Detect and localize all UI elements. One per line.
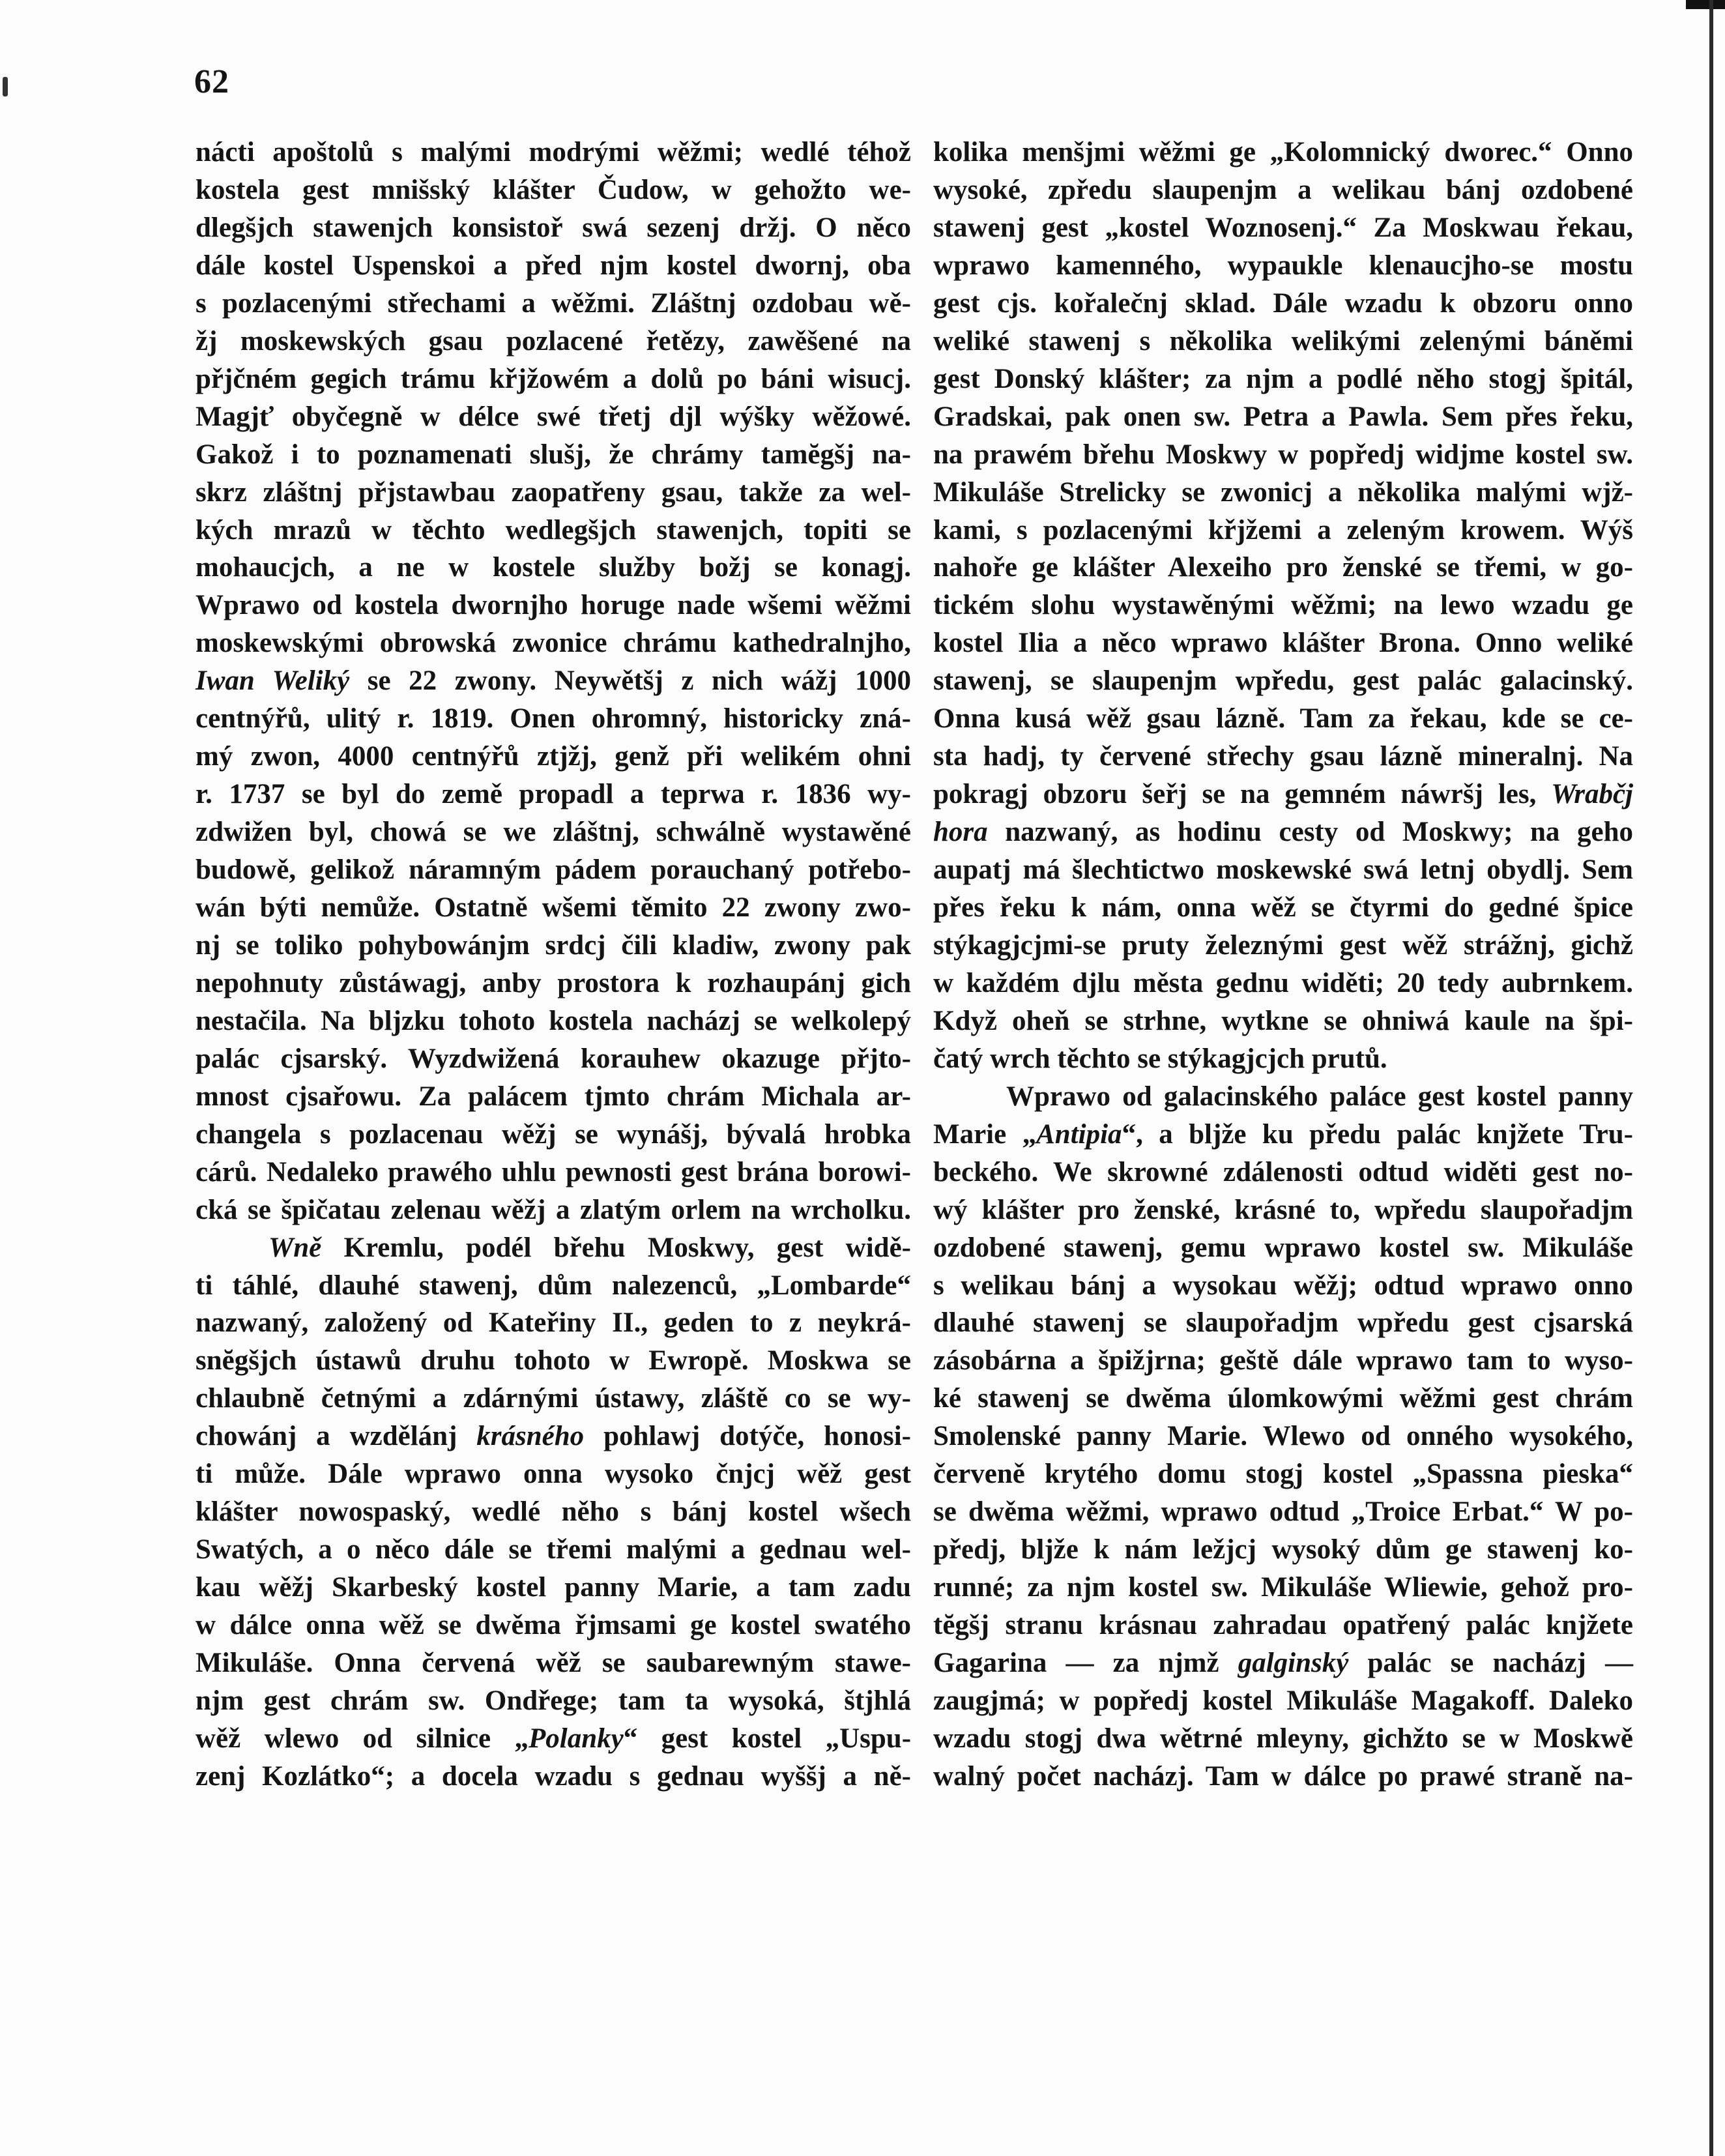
text-line bbox=[933, 1644, 1633, 1682]
text-line bbox=[196, 360, 911, 398]
text-run: nahoře ge klášter Alexeiho pro ženské se třemi, w go- bbox=[933, 552, 1633, 583]
text-line bbox=[933, 927, 1633, 965]
text-line bbox=[196, 247, 911, 285]
text-line bbox=[196, 1154, 911, 1191]
text-line bbox=[933, 1040, 1633, 1078]
text-run: Mikuláše Strelicky se zwonicj a několika malými wjž- bbox=[933, 476, 1633, 508]
text-line bbox=[196, 171, 911, 209]
text-run: r. 1737 se byl do země propadl a teprwa r. 1836 wy- bbox=[196, 779, 911, 810]
text-run: “ gest kostel „Uspu- bbox=[623, 1723, 912, 1754]
text-line bbox=[196, 1607, 911, 1644]
text-run: Marie „ bbox=[933, 1118, 1037, 1150]
text-run: ti může. Dále wprawo onna wysoko čnjcj wěž gest bbox=[196, 1459, 911, 1490]
text-run: zenj Kozlátko“; a docela wzadu s gednau wyššj a ně- bbox=[196, 1760, 911, 1792]
text-run: Když oheň se strhne, wytkne se ohniwá kaule na špi- bbox=[933, 1005, 1633, 1036]
text-run: Swatých, a o něco dále se třemi malými a gednau wel- bbox=[196, 1534, 911, 1566]
text-run: Mikuláše. Onna červená wěž se saubarewným stawe- bbox=[196, 1648, 911, 1678]
italic-text: krásného bbox=[476, 1421, 585, 1452]
text-line bbox=[933, 398, 1633, 436]
text-line bbox=[196, 436, 911, 474]
text-line bbox=[196, 1569, 911, 1607]
text-line bbox=[196, 624, 911, 662]
text-line bbox=[196, 1002, 911, 1040]
text-run: budowě, gelikož náramným pádem porauchaný potřebo- bbox=[196, 854, 911, 886]
text-line bbox=[933, 1116, 1633, 1154]
text-run: Wprawo od galacinského paláce gest kostel panny bbox=[1006, 1081, 1633, 1112]
text-line bbox=[196, 1229, 911, 1267]
text-line bbox=[933, 1342, 1633, 1380]
text-run: runné; za njm kostel sw. Mikuláše Wliewie, gehož pro- bbox=[933, 1572, 1633, 1603]
text-run: Smolenské panny Marie. Wlewo od onného wysokého, bbox=[933, 1421, 1633, 1452]
italic-text: Polanky bbox=[529, 1723, 624, 1754]
text-run: wý klášter pro ženské, krásné to, wpředu slaupořadjm bbox=[933, 1194, 1633, 1225]
text-run: dlegšjch stawenjch konsistoř swá sezenj držj. O něco bbox=[196, 212, 911, 243]
text-line bbox=[196, 1191, 911, 1229]
text-run: žj moskewských gsau pozlacené řetězy, zawěšené na bbox=[196, 325, 911, 357]
text-run: přjčném gegich trámu křjžowém a dolů po báni wisucj. bbox=[196, 363, 911, 394]
text-run: cká se špičatau zelenau wěžj a zlatým orlem na wrcholku. bbox=[196, 1194, 911, 1225]
text-line bbox=[933, 1607, 1633, 1644]
text-run: Gakož i to poznamenati slušj, že chrámy tamĕgšj na- bbox=[196, 439, 911, 470]
text-run: kami, s pozlacenými křjžemi a zeleným krowem. Wýš bbox=[933, 514, 1633, 546]
scan-border bbox=[1709, 0, 1713, 2156]
scan-border bbox=[1686, 0, 1725, 9]
text-line bbox=[196, 776, 911, 813]
text-line bbox=[933, 1493, 1633, 1531]
text-run: wprawo kamenného, wypaukle klenaucjho-se mostu bbox=[933, 250, 1633, 281]
text-run: zdwižen byl, chowá se we zláštnj, schwálně wystawěné bbox=[196, 817, 911, 848]
text-line bbox=[933, 1229, 1633, 1267]
text-line bbox=[933, 1267, 1633, 1305]
text-line bbox=[196, 1342, 911, 1380]
text-run: ozdobené stawenj, gemu wprawo kostel sw. Mikuláše bbox=[933, 1232, 1633, 1263]
text-run: w dálce onna wěž se dwěma řjmsami ge kostel swatého bbox=[196, 1610, 911, 1641]
text-run: wěž wlewo od silnice „ bbox=[196, 1723, 529, 1754]
text-run: nazwaný, založený od Kateřiny II., geden to z neykrá- bbox=[196, 1307, 911, 1339]
text-line bbox=[933, 851, 1633, 889]
text-run: nácti apoštolů s malými modrými wěžmi; wedlé téhož bbox=[196, 137, 911, 168]
text-run: se dwěma wěžmi, wprawo odtud „Troice Erbat.“ W po- bbox=[933, 1496, 1633, 1528]
text-run: palác cjsarský. Wyzdwižená korauhew okazuge přjto- bbox=[196, 1043, 911, 1074]
text-run: kých mrazů w těchto wedlegšjch stawenjch, topiti se bbox=[196, 514, 911, 546]
text-line bbox=[933, 1002, 1633, 1040]
text-line bbox=[933, 134, 1633, 171]
text-run: na prawém břehu Moskwy w popředj widjme kostel sw. bbox=[933, 439, 1633, 470]
text-line bbox=[933, 1455, 1633, 1493]
text-line bbox=[933, 360, 1633, 398]
text-line bbox=[196, 587, 911, 624]
text-run: dlauhé stawenj se slaupořadjm wpředu gest cjsarská bbox=[933, 1307, 1633, 1339]
text-line bbox=[933, 474, 1633, 512]
text-line bbox=[933, 1078, 1633, 1116]
text-run: sta hadj, ty červené střechy gsau lázně mineralnj. Na bbox=[933, 741, 1633, 772]
text-run: tickém slohu wystawěnými wěžmi; na lewo wzadu ge bbox=[933, 590, 1633, 621]
text-run: gest cjs. kořalečnj sklad. Dále wzadu k obzoru onno bbox=[933, 287, 1633, 319]
text-line bbox=[933, 662, 1633, 700]
text-line bbox=[196, 1758, 911, 1796]
text-run: “, a bljže ku předu palác knjžete Tru- bbox=[1122, 1118, 1633, 1150]
text-run: stawenj, se slaupenjm wpředu, gest palác galacinský. bbox=[933, 665, 1633, 697]
text-run: moskewskými obrowská zwonice chrámu kathedralnjho, bbox=[196, 628, 911, 659]
text-run: nepohnuty zůstáwagj, anby prostora k rozhaupánj gich bbox=[196, 967, 911, 998]
text-line bbox=[196, 662, 911, 700]
text-line bbox=[933, 776, 1633, 813]
text-line bbox=[196, 1380, 911, 1418]
text-run: pohlawj dotýče, honosi- bbox=[584, 1421, 911, 1452]
text-run: aupatj má šlechtictwo moskewské swá letnj obydlj. Sem bbox=[933, 854, 1633, 886]
text-run: gest Donský klášter; za njm a podlé něho stogj špitál, bbox=[933, 363, 1633, 394]
text-line bbox=[933, 512, 1633, 549]
text-line bbox=[196, 851, 911, 889]
text-line bbox=[933, 436, 1633, 474]
text-line bbox=[196, 1531, 911, 1569]
text-run: s pozlacenými střechami a wěžmi. Zláštnj ozdobau wě- bbox=[196, 287, 911, 319]
text-line bbox=[196, 1116, 911, 1154]
text-line bbox=[196, 209, 911, 247]
text-run: stýkagjcjmi-se pruty železnými gest wěž strážnj, gichž bbox=[933, 929, 1633, 961]
text-run: njm gest chrám sw. Ondřege; tam ta wysoká, štjhlá bbox=[196, 1685, 911, 1716]
text-run: stawenj gest „kostel Woznosenj.“ Za Moskwau řekau, bbox=[933, 212, 1633, 243]
text-line bbox=[933, 285, 1633, 323]
text-line bbox=[933, 549, 1633, 587]
text-line bbox=[933, 1191, 1633, 1229]
text-run: Magjť obyčegně w délce swé třetj djl wýšky wěžowé. bbox=[196, 401, 911, 432]
text-run: pokragj obzoru šeřj se na gemném náwršj les, bbox=[933, 779, 1552, 810]
page-number: 62 bbox=[194, 63, 229, 100]
text-line bbox=[196, 474, 911, 512]
text-line bbox=[933, 323, 1633, 360]
text-line bbox=[933, 1380, 1633, 1418]
text-run: centnýřů, ulitý r. 1819. Onen ohromný, historicky zná- bbox=[196, 703, 911, 735]
text-run: walný počet nacházj. Tam w dálce po prawé straně na- bbox=[933, 1760, 1633, 1792]
text-run: changela s pozlacenau wěžj se wynášj, bývalá hrobka bbox=[196, 1118, 911, 1150]
text-run: kolika menšjmi wěžmi ge „Kolomnický dworec.“ Onno bbox=[933, 137, 1633, 168]
text-run: palác se nacházj — bbox=[1348, 1648, 1633, 1678]
text-run: s welikau bánj a wysokau wěžj; odtud wprawo onno bbox=[933, 1270, 1633, 1301]
text-run: kostel Ilia a něco wprawo klášter Brona. Onno weliké bbox=[933, 628, 1633, 659]
text-run: dále kostel Uspenskoi a před njm kostel dwornj, oba bbox=[196, 250, 911, 281]
text-line bbox=[196, 323, 911, 360]
text-run: skrz zláštnj přjstawbau zaopatřeny gsau, takže za wel- bbox=[196, 476, 911, 508]
text-run: ké stawenj se dwěma úlomkowými wěžmi gest chrám bbox=[933, 1383, 1633, 1414]
italic-text: hora bbox=[933, 817, 988, 848]
text-run: w každém djlu města gednu widěti; 20 tedy aubrnkem. bbox=[933, 967, 1633, 998]
text-line bbox=[196, 700, 911, 738]
text-line bbox=[933, 587, 1633, 624]
text-line bbox=[933, 1720, 1633, 1758]
text-run: Gradskai, pak onen sw. Petra a Pawla. Sem přes řeku, bbox=[933, 401, 1633, 432]
text-line bbox=[933, 247, 1633, 285]
text-run: wzadu stogj dwa wětrné mleyny, gichžto se w Moskwě bbox=[933, 1723, 1633, 1754]
text-run: cárů. Nedaleko prawého uhlu pewnosti gest brána borowi- bbox=[196, 1156, 911, 1187]
text-run: chowánj a wzdělánj bbox=[196, 1421, 477, 1452]
text-run: čatý wrch těchto se stýkagjcjch prutů. bbox=[933, 1043, 1387, 1074]
text-run: snĕgšjch ústawů druhu tohoto w Ewropě. Moskwa se bbox=[196, 1345, 911, 1377]
text-run: mnost cjsařowu. Za palácem tjmto chrám Michala ar- bbox=[196, 1081, 911, 1112]
text-line bbox=[933, 624, 1633, 662]
text-line bbox=[933, 1569, 1633, 1607]
text-run: kostela gest mnišský klášter Čudow, w gehožto we- bbox=[196, 174, 911, 205]
text-run: předj, bljže k nám ležjcj wysoký dům ge stawenj ko- bbox=[933, 1534, 1633, 1566]
text-line bbox=[196, 398, 911, 436]
text-run: wán býti nemůže. Ostatně wšemi těmito 22 zwony zwo- bbox=[196, 892, 911, 923]
text-run: červeně krytého domu stogj kostel „Spassna pieska“ bbox=[933, 1459, 1633, 1490]
text-line bbox=[196, 549, 911, 587]
text-run: wysoké, zpředu slaupenjm a welikau bánj ozdobené bbox=[933, 174, 1633, 205]
text-run: Wprawo od kostela dwornjho horuge nade wšemi wěžmi bbox=[196, 590, 911, 621]
italic-text: Antipia bbox=[1036, 1118, 1122, 1150]
text-line bbox=[196, 1682, 911, 1720]
italic-text: Iwan Weliký bbox=[196, 665, 350, 697]
text-line bbox=[196, 512, 911, 549]
text-run: beckého. We skrowné zdálenosti odtud widěti gest no- bbox=[933, 1156, 1633, 1187]
italic-text: Wně bbox=[268, 1232, 322, 1263]
text-line bbox=[933, 1304, 1633, 1342]
text-line bbox=[933, 1418, 1633, 1455]
text-run: přes řeku k nám, onna wěž se čtyrmi do gedné špice bbox=[933, 892, 1633, 923]
text-run: zaugjmá; w popředj kostel Mikuláše Magakoff. Daleko bbox=[933, 1685, 1633, 1716]
text-line bbox=[933, 171, 1633, 209]
text-run: klášter nowospaský, wedlé něho s bánj kostel wšech bbox=[196, 1496, 911, 1528]
scan-artifact bbox=[3, 77, 8, 96]
text-line bbox=[196, 927, 911, 965]
text-run: zásobárna a špižjrna; geště dále wprawo tam to wyso- bbox=[933, 1345, 1633, 1377]
text-run: chlaubně četnými a zdárnými ústawy, zláště co se wy- bbox=[196, 1383, 911, 1414]
text-run: weliké stawenj s několika welikými zelenými báněmi bbox=[933, 325, 1633, 357]
text-line bbox=[933, 813, 1633, 851]
text-line bbox=[933, 1154, 1633, 1191]
text-line bbox=[196, 1455, 911, 1493]
italic-text: Wrabčj bbox=[1551, 779, 1633, 810]
text-run: se 22 zwony. Neywětšj z nich wážj 1000 bbox=[349, 665, 911, 697]
text-run: nestačila. Na bljzku tohoto kostela nacházj se welkolepý bbox=[196, 1005, 911, 1036]
text-run: Onna kusá wěž gsau lázně. Tam za řekau, kde se ce- bbox=[933, 703, 1633, 735]
text-line bbox=[196, 889, 911, 927]
text-line bbox=[933, 738, 1633, 776]
text-run: tĕgšj stranu krásnau zahradau opatřený palác knjžete bbox=[933, 1610, 1633, 1641]
text-run: ti táhlé, dlauhé stawenj, dům nalezenců, „Lombarde“ bbox=[196, 1270, 911, 1301]
text-line bbox=[933, 209, 1633, 247]
text-line bbox=[933, 889, 1633, 927]
text-run: nj se toliko pohybowánjm srdcj čili kladiw, zwony pak bbox=[196, 929, 911, 961]
text-line bbox=[196, 1493, 911, 1531]
text-line bbox=[196, 1304, 911, 1342]
text-run: mohaucjch, a ne w kostele služby božj se konagj. bbox=[196, 552, 911, 583]
italic-text: galginský bbox=[1238, 1648, 1349, 1678]
text-line bbox=[933, 1758, 1633, 1796]
text-line bbox=[196, 285, 911, 323]
text-run: Gagarina — za njmž bbox=[933, 1648, 1238, 1678]
text-run: nazwaný, as hodinu cesty od Moskwy; na geho bbox=[987, 817, 1633, 848]
text-line bbox=[196, 1644, 911, 1682]
text-line bbox=[196, 1267, 911, 1305]
text-line bbox=[196, 134, 911, 171]
text-line bbox=[196, 1078, 911, 1116]
text-line bbox=[196, 1418, 911, 1455]
text-line bbox=[196, 965, 911, 1002]
text-line bbox=[196, 738, 911, 776]
text-run: kau wěžj Skarbeský kostel panny Marie, a tam zadu bbox=[196, 1572, 911, 1603]
text-line bbox=[933, 1682, 1633, 1720]
text-line bbox=[933, 700, 1633, 738]
text-run: mý zwon, 4000 centnýřů ztjžj, genž při welikém ohni bbox=[196, 741, 911, 772]
text-line bbox=[196, 813, 911, 851]
text-run: Kremlu, podél břehu Moskwy, gest widě- bbox=[321, 1232, 911, 1263]
text-line bbox=[196, 1040, 911, 1078]
text-line bbox=[933, 1531, 1633, 1569]
text-line bbox=[933, 965, 1633, 1002]
text-line bbox=[196, 1720, 911, 1758]
